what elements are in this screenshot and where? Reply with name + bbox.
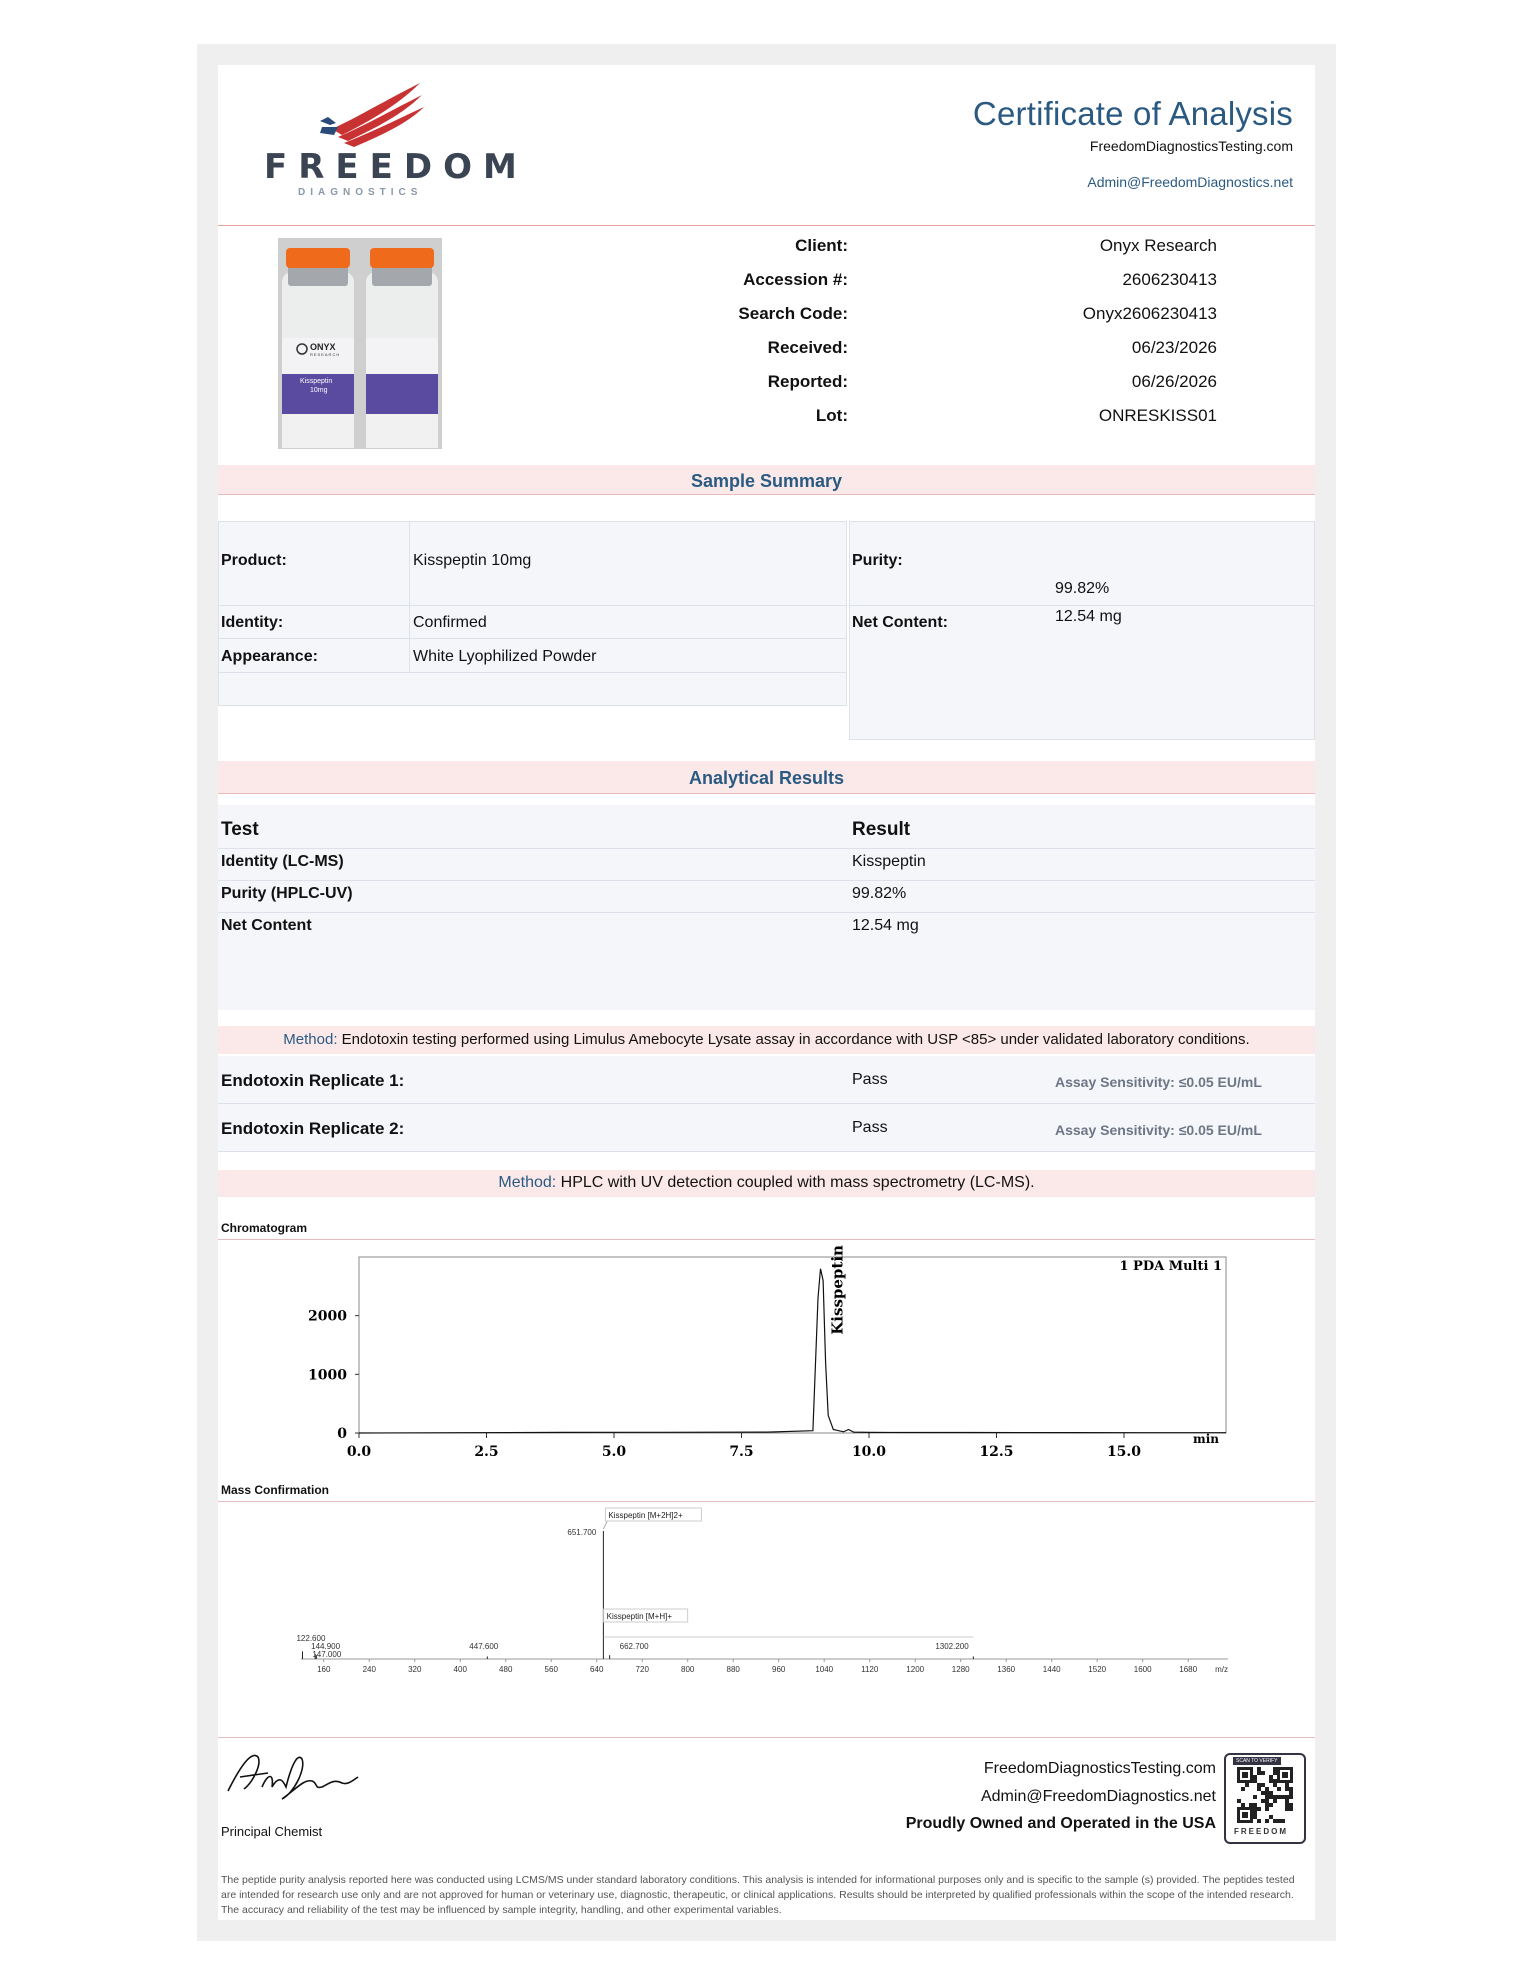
qr-module xyxy=(1265,1819,1269,1823)
qr-module xyxy=(1273,1795,1277,1799)
summary-divider xyxy=(409,521,410,672)
qr-module xyxy=(1265,1803,1269,1807)
analytical-results-title: Analytical Results xyxy=(688,768,845,788)
qr-module xyxy=(1249,1803,1253,1807)
qr-module xyxy=(1241,1803,1245,1807)
qr-module xyxy=(1257,1819,1261,1823)
endotoxin-result: Pass xyxy=(852,1071,888,1088)
qr-module xyxy=(1289,1787,1293,1791)
test-name: Identity (LC-MS) xyxy=(221,853,344,870)
appearance-value: White Lyophilized Powder xyxy=(413,648,597,665)
x-tick-label: 560 xyxy=(544,1665,558,1674)
qr-module xyxy=(1269,1779,1273,1783)
assay-sensitivity: Assay Sensitivity: ≤0.05 EU/mL xyxy=(1055,1122,1262,1138)
appearance-label: Appearance: xyxy=(221,648,318,665)
qr-top-text: SCAN TO VERIFY xyxy=(1233,1757,1281,1765)
peak-mz-label: 1302.200 xyxy=(935,1642,969,1651)
info-label: Reported: xyxy=(767,372,848,391)
col-result-header: Result xyxy=(852,819,911,840)
purity-label: Purity: xyxy=(852,552,903,569)
info-label: Accession #: xyxy=(743,270,848,289)
x-tick-label: 0.0 xyxy=(346,1444,372,1460)
qr-module xyxy=(1277,1819,1281,1823)
x-tick-label: 1520 xyxy=(1088,1665,1107,1674)
qr-module xyxy=(1253,1811,1257,1815)
header-website[interactable]: FreedomDiagnosticsTesting.com xyxy=(1089,138,1293,154)
document-title: Certificate of Analysis xyxy=(972,95,1293,132)
footer-email[interactable]: Admin@FreedomDiagnostics.net xyxy=(980,1788,1216,1805)
qr-module xyxy=(1273,1819,1277,1823)
vial-brand: ONYX xyxy=(310,342,336,352)
flag-stripes-icon xyxy=(308,77,428,147)
qr-module xyxy=(1289,1803,1293,1807)
qr-module xyxy=(1253,1795,1257,1799)
qr-module xyxy=(1281,1795,1285,1799)
x-tick-label: 960 xyxy=(772,1665,786,1674)
qr-module xyxy=(1257,1783,1261,1787)
summary-line xyxy=(849,605,1315,606)
endotoxin-table xyxy=(218,1056,1315,1151)
x-tick-label: 1600 xyxy=(1133,1665,1152,1674)
info-label: Received: xyxy=(767,338,848,357)
peak-mz-label: 651.700 xyxy=(567,1528,597,1537)
x-tick-label: 400 xyxy=(453,1665,467,1674)
qr-module xyxy=(1269,1803,1273,1807)
x-tick-label: 1120 xyxy=(861,1665,879,1674)
qr-module xyxy=(1261,1799,1265,1803)
qr-module xyxy=(1265,1791,1269,1795)
qr-module xyxy=(1285,1807,1289,1811)
info-label: Lot: xyxy=(815,406,848,425)
info-value: ONRESKISS01 xyxy=(1098,406,1217,425)
qr-module xyxy=(1257,1787,1261,1791)
qr-brand-text: FREEDOM xyxy=(1234,1827,1288,1836)
qr-module xyxy=(1273,1767,1277,1771)
qr-module xyxy=(1285,1783,1289,1787)
vial-brand-sub: RESEARCH xyxy=(310,352,341,357)
endotoxin-label: Endotoxin Replicate 1: xyxy=(221,1071,405,1090)
hplc-method-band xyxy=(218,1170,1315,1197)
hplc-method-key: Method: xyxy=(498,1174,557,1191)
x-tick-label: 1360 xyxy=(997,1665,1016,1674)
disclaimer-text: The peptide purity analysis reported here was conducted using LCMS/MS under standard laboratory conditions. This analysis is intended for informational purposes only and is specific to the sample (s) provided. The peptides tested are intended for research use only and are not approved for human or veterinary use, diagnostic, therapeutic, or clinical applications. Results should be interpreted by qualified professionals within the scope of the intended research. The accuracy and reliability of the test may be influenced by sample integrity, handling, and other experimental variables. xyxy=(221,1874,1295,1916)
info-label: Client: xyxy=(795,236,848,255)
x-tick-label: 1680 xyxy=(1179,1665,1198,1674)
table-row xyxy=(218,912,1315,944)
hplc-method-text: HPLC with UV detection coupled with mass spectrometry (LC-MS). xyxy=(556,1174,1035,1191)
qr-module xyxy=(1277,1795,1281,1799)
qr-module xyxy=(1273,1779,1277,1783)
info-value: Onyx2606230413 xyxy=(1082,304,1217,323)
qr-module xyxy=(1273,1783,1277,1787)
chromatogram-divider xyxy=(218,1239,1315,1240)
qr-finder xyxy=(1282,1772,1288,1778)
signer-title: Principal Chemist xyxy=(221,1824,323,1839)
x-tick-label: 1200 xyxy=(906,1665,925,1674)
legend-label: 1 PDA Multi 1 xyxy=(1119,1259,1222,1274)
x-tick-label: 2.5 xyxy=(474,1444,499,1460)
info-value: 06/23/2026 xyxy=(1131,338,1217,357)
header-email[interactable]: Admin@FreedomDiagnostics.net xyxy=(1087,174,1293,190)
qr-code-icon xyxy=(1237,1767,1293,1823)
x-tick-label: 720 xyxy=(635,1665,649,1674)
qr-module xyxy=(1285,1803,1289,1807)
purity-value: 99.82% xyxy=(1055,580,1110,597)
chromatogram-chart xyxy=(218,1241,1315,1523)
chromatogram-label: Chromatogram xyxy=(221,1221,308,1235)
col-test-header: Test xyxy=(221,819,259,840)
footer-tagline: Proudly Owned and Operated in the USA xyxy=(905,1815,1216,1832)
table-row xyxy=(218,1056,1315,1104)
qr-module xyxy=(1269,1775,1273,1779)
assay-sensitivity: Assay Sensitivity: ≤0.05 EU/mL xyxy=(1055,1074,1262,1090)
x-tick-label: 12.5 xyxy=(979,1444,1014,1460)
qr-module xyxy=(1277,1787,1281,1791)
footer-divider xyxy=(218,1737,1315,1738)
summary-line xyxy=(218,672,847,673)
qr-module xyxy=(1273,1771,1277,1775)
qr-module xyxy=(1265,1807,1269,1811)
test-name: Net Content xyxy=(221,917,312,934)
x-tick-label: 240 xyxy=(362,1665,376,1674)
qr-module xyxy=(1253,1815,1257,1819)
footer-website[interactable]: FreedomDiagnosticsTesting.com xyxy=(983,1760,1216,1777)
test-result: 12.54 mg xyxy=(852,917,919,934)
vial-dose: 10mg xyxy=(310,387,328,394)
qr-module xyxy=(1265,1795,1269,1799)
qr-module xyxy=(1265,1799,1269,1803)
annotation-label: Kisspeptin [M+H]+ xyxy=(606,1612,673,1621)
qr-module xyxy=(1269,1795,1273,1799)
endotoxin-result: Pass xyxy=(852,1119,888,1136)
logo-wordmark: FREEDOM xyxy=(264,147,528,187)
qr-module xyxy=(1253,1807,1257,1811)
qr-module xyxy=(1289,1795,1293,1799)
sample-summary-title: Sample Summary xyxy=(690,471,843,491)
peak-mz-label: 147.000 xyxy=(312,1650,342,1659)
plot-area xyxy=(359,1257,1226,1433)
verify-qr-code[interactable] xyxy=(1224,1753,1306,1844)
qr-module xyxy=(1245,1783,1249,1787)
analytical-results-band xyxy=(218,761,1315,794)
annotation-label: Kisspeptin [M+2H]2+ xyxy=(608,1511,683,1520)
mass-divider xyxy=(218,1501,1315,1502)
x-tick-label: 10.0 xyxy=(851,1444,887,1460)
mass-spectrum-chart xyxy=(218,1503,1315,1703)
x-tick-label: 880 xyxy=(726,1665,740,1674)
qr-finder xyxy=(1242,1812,1248,1818)
endotoxin-method-band xyxy=(218,1026,1315,1054)
certificate-sheet xyxy=(218,65,1315,1920)
product-vial-photo xyxy=(278,238,442,449)
logo-subtitle: DIAGNOSTICS xyxy=(298,187,423,198)
endotoxin-label: Endotoxin Replicate 2: xyxy=(221,1119,405,1138)
info-label: Search Code: xyxy=(738,304,848,323)
x-tick-label: 160 xyxy=(317,1665,331,1674)
y-tick-label: 2000 xyxy=(308,1308,347,1325)
qr-module xyxy=(1261,1771,1265,1775)
info-value: Onyx Research xyxy=(1099,236,1217,255)
signature-image xyxy=(222,1743,362,1803)
qr-module xyxy=(1257,1807,1261,1811)
qr-module xyxy=(1269,1791,1273,1795)
table-row xyxy=(218,1104,1315,1152)
header-divider xyxy=(218,225,1315,226)
qr-module xyxy=(1265,1787,1269,1791)
qr-module xyxy=(1253,1779,1257,1783)
qr-module xyxy=(1253,1803,1257,1807)
x-unit-label: m/z xyxy=(1215,1665,1228,1674)
freedom-logo xyxy=(218,65,528,225)
x-tick-label: 1280 xyxy=(951,1665,970,1674)
qr-module xyxy=(1289,1807,1293,1811)
sample-summary-band xyxy=(218,465,1315,495)
results-table xyxy=(218,805,1315,1010)
qr-module xyxy=(1257,1771,1261,1775)
qr-module xyxy=(1269,1815,1273,1819)
test-result: Kisspeptin xyxy=(852,853,926,870)
qr-module xyxy=(1273,1799,1277,1803)
qr-module xyxy=(1285,1799,1289,1803)
mass-confirmation-label: Mass Confirmation xyxy=(221,1483,330,1497)
qr-module xyxy=(1289,1791,1293,1795)
x-tick-label: 1440 xyxy=(1042,1665,1061,1674)
x-tick-label: 15.0 xyxy=(1106,1444,1142,1460)
peak-label: Kisspeptin xyxy=(828,1245,847,1335)
x-unit-label: min xyxy=(1193,1432,1219,1446)
x-tick-label: 1040 xyxy=(815,1665,834,1674)
qr-module xyxy=(1237,1799,1241,1803)
peak-mz-label: 447.600 xyxy=(469,1642,499,1651)
qr-module xyxy=(1261,1791,1265,1795)
qr-module xyxy=(1281,1819,1285,1823)
table-row xyxy=(218,848,1315,880)
qr-module xyxy=(1253,1775,1257,1779)
info-value: 2606230413 xyxy=(1122,270,1217,289)
x-tick-label: 5.0 xyxy=(601,1444,627,1460)
y-tick-label: 1000 xyxy=(308,1367,347,1384)
vial-illustration xyxy=(278,238,442,449)
endotoxin-method-key: Method: xyxy=(283,1031,338,1048)
table-row xyxy=(218,880,1315,912)
test-result: 99.82% xyxy=(852,885,907,902)
peak-mz-label: 144.900 xyxy=(311,1642,341,1651)
summary-line xyxy=(218,638,847,639)
test-name: Purity (HPLC-UV) xyxy=(221,885,353,902)
product-label: Product: xyxy=(221,552,287,569)
info-value: 06/26/2026 xyxy=(1131,372,1217,391)
qr-finder xyxy=(1242,1772,1248,1778)
peak-mz-label: 662.700 xyxy=(619,1642,649,1651)
x-tick-label: 7.5 xyxy=(729,1444,754,1460)
net-content-value: 12.54 mg xyxy=(1055,608,1122,625)
qr-module xyxy=(1285,1787,1289,1791)
x-tick-label: 480 xyxy=(499,1665,513,1674)
qr-module xyxy=(1285,1795,1289,1799)
identity-label: Identity: xyxy=(221,614,284,631)
vial-product: Kisspeptin xyxy=(300,378,333,385)
qr-module xyxy=(1261,1783,1265,1787)
summary-left-panel xyxy=(218,521,847,706)
net-content-label: Net Content: xyxy=(852,614,948,631)
x-tick-label: 640 xyxy=(590,1665,604,1674)
qr-module xyxy=(1241,1787,1245,1791)
identity-value: Confirmed xyxy=(413,614,487,631)
x-tick-label: 800 xyxy=(681,1665,695,1674)
x-tick-label: 320 xyxy=(408,1665,422,1674)
y-tick-label: 0 xyxy=(337,1426,347,1442)
product-value: Kisspeptin 10mg xyxy=(413,552,532,569)
peak-mz-label: 122.600 xyxy=(296,1634,326,1643)
summary-line xyxy=(218,605,847,606)
qr-module xyxy=(1257,1767,1261,1771)
endotoxin-method-text: Endotoxin testing performed using Limulus Amebocyte Lysate assay in accordance with USP <85> under validated laboratory conditions. xyxy=(337,1031,1250,1048)
